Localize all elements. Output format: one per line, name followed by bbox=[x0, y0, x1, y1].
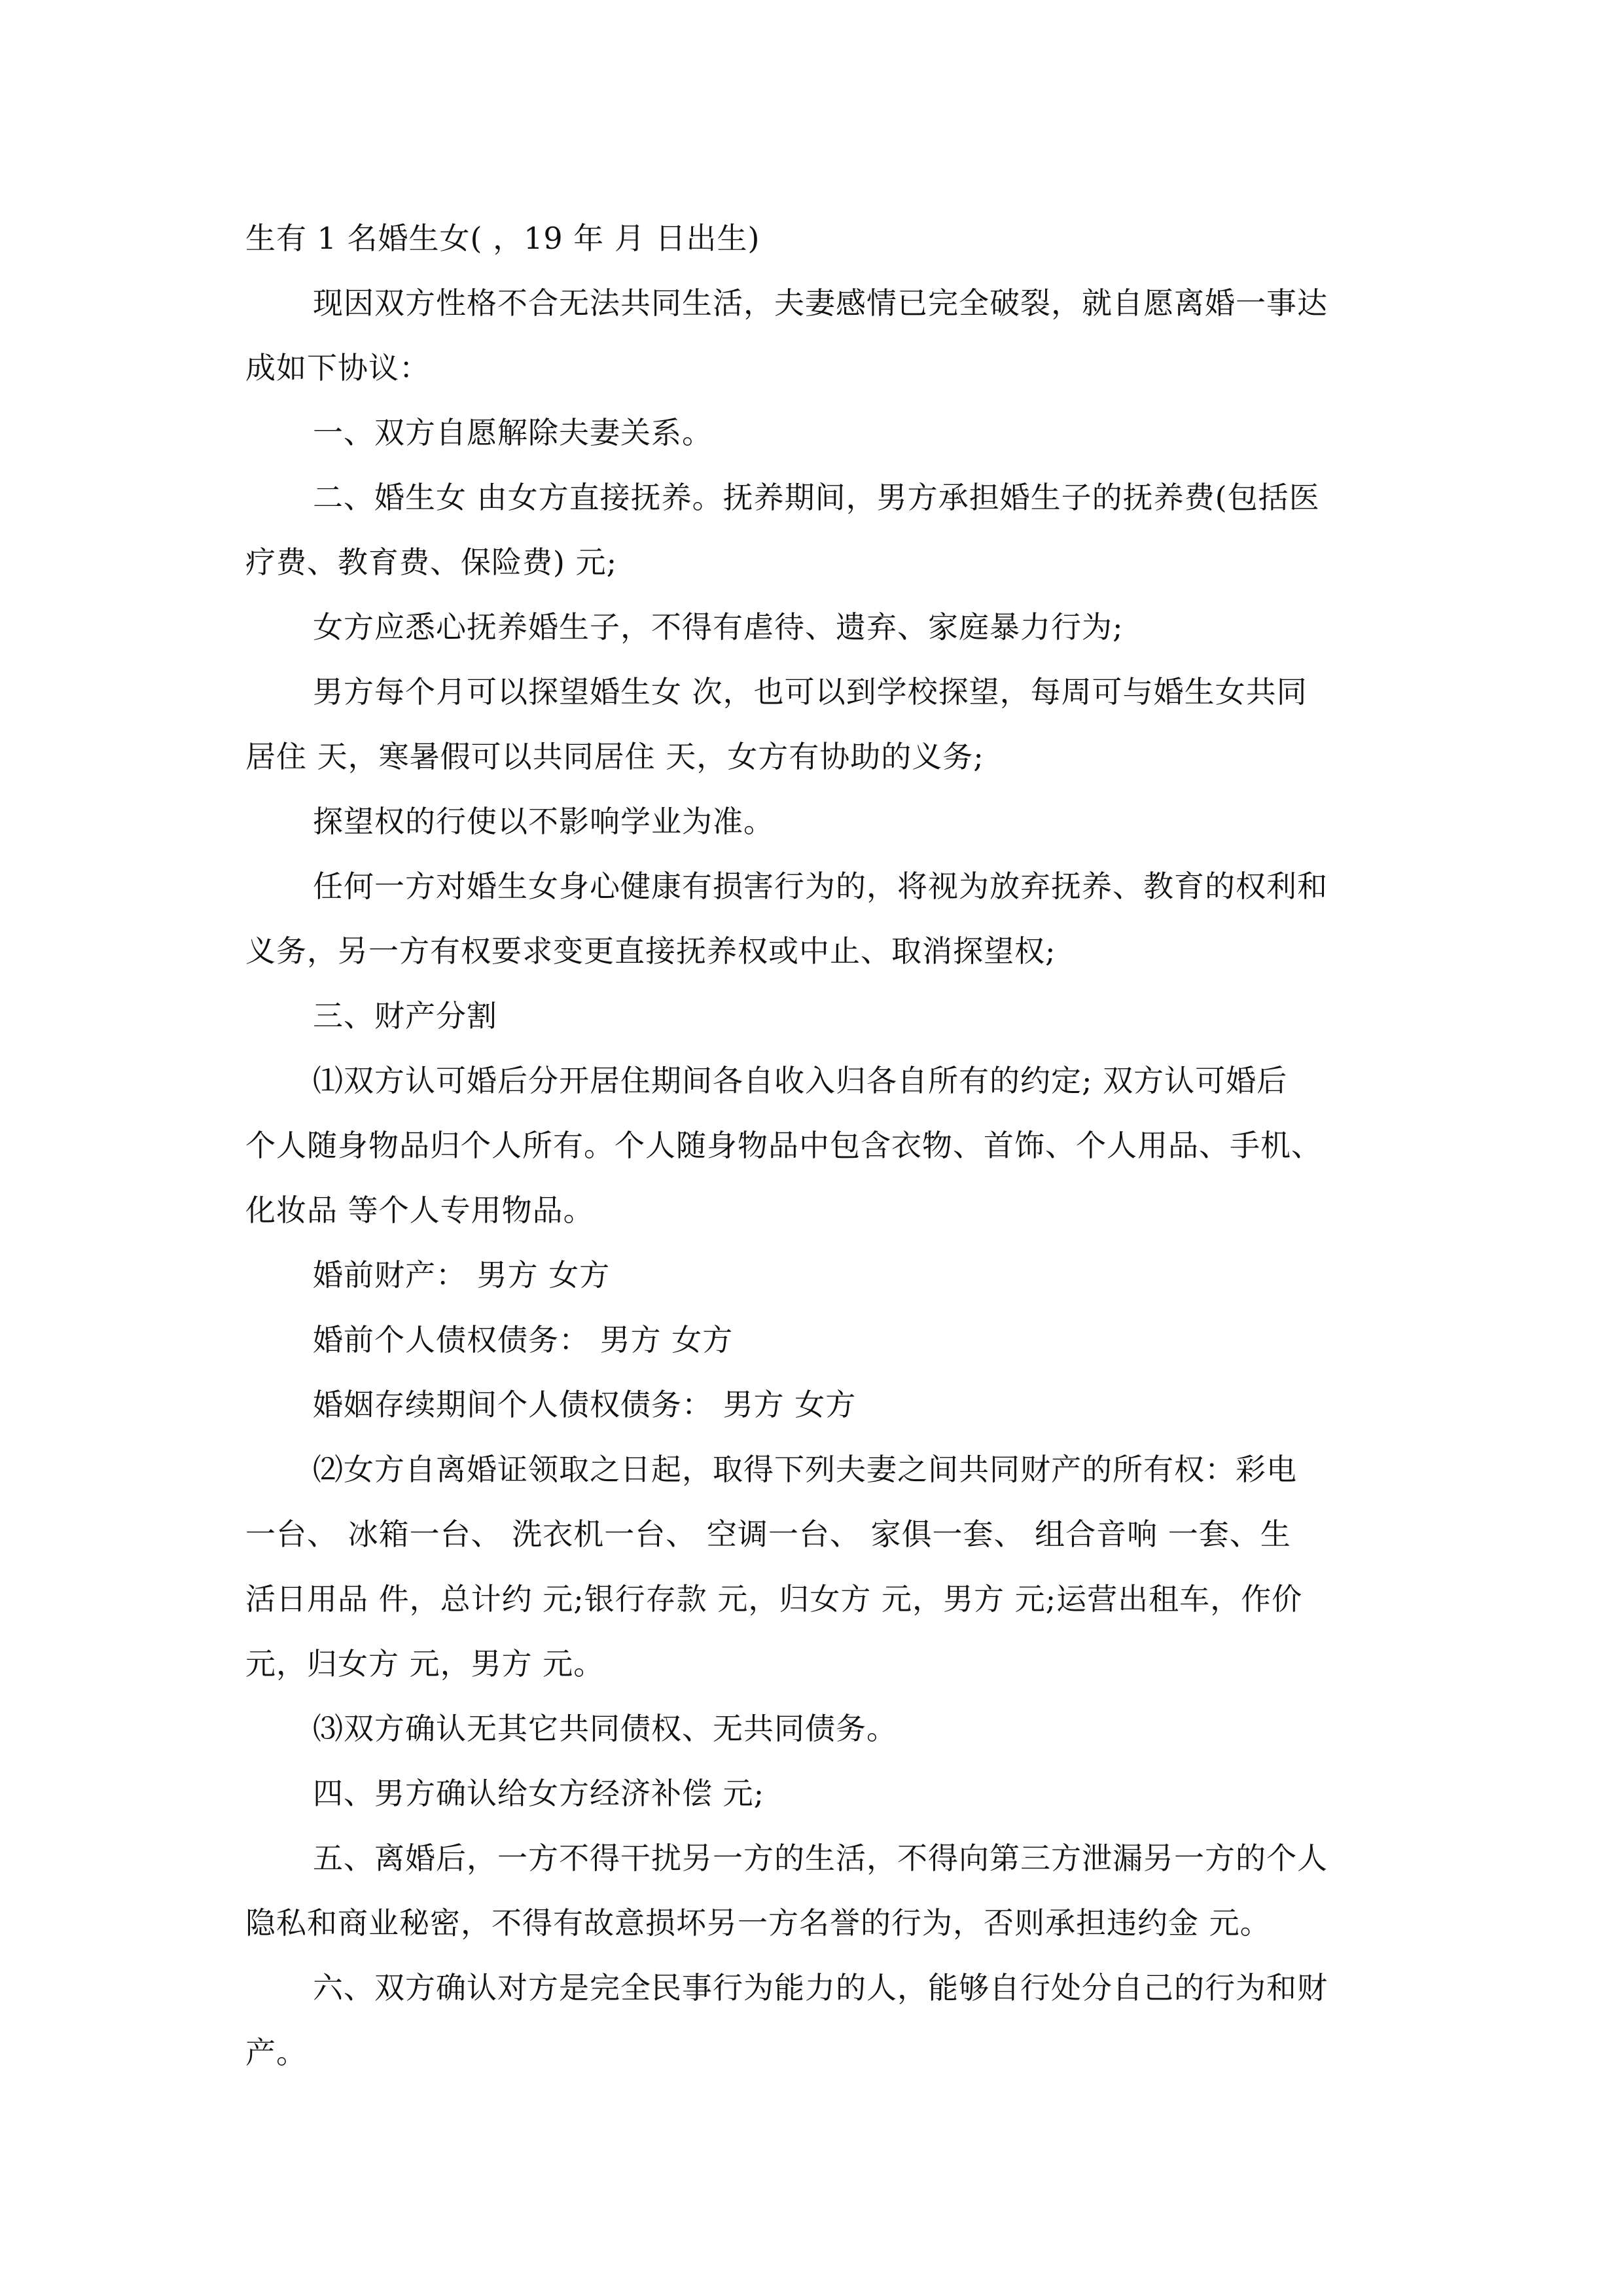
text-line: 化妆品 等个人专用物品。 bbox=[245, 1193, 594, 1228]
text-line: 三、财产分割 bbox=[313, 998, 497, 1033]
document-body bbox=[245, 206, 1387, 2085]
text-line: 一、双方自愿解除夫妻关系。 bbox=[313, 415, 713, 450]
text-line: 一台、 冰箱一台、 洗衣机一台、 空调一台、 家俱一套、 组合音响 一套、生 bbox=[245, 1516, 1291, 1552]
text-line: 现因双方性格不合无法共同生活，夫妻感情已完全破裂，就自愿离婚一事达 bbox=[313, 285, 1328, 321]
text-line: 元，归女方 元，男方 元。 bbox=[245, 1646, 605, 1681]
text-line: 产。 bbox=[245, 2035, 307, 2070]
text-line: 疗费、教育费、保险费) 元; bbox=[245, 545, 618, 580]
text-line: 婚前个人债权债务： 男方 女方 bbox=[313, 1322, 734, 1357]
text-line: 女方应悉心抚养婚生子，不得有虐待、遗弃、家庭暴力行为; bbox=[313, 609, 1124, 645]
text-line: 活日用品 件，总计约 元;银行存款 元，归女方 元，男方 元;运营出租车，作价 bbox=[245, 1581, 1303, 1617]
text-line: 隐私和商业秘密，不得有故意损坏另一方名誉的行为，否则承担违约金 元。 bbox=[245, 1905, 1271, 1941]
text-line: 任何一方对婚生女身心健康有损害行为的，将视为放弃抚养、教育的权利和 bbox=[313, 869, 1328, 904]
text-line: 二、婚生女 由女方直接抚养。抚养期间，男方承担婚生子的抚养费(包括医 bbox=[313, 480, 1320, 515]
text-line: 四、男方确认给女方经济补偿 元; bbox=[313, 1776, 765, 1811]
text-line: 五、离婚后，一方不得干扰另一方的生活，不得向第三方泄漏另一方的个人 bbox=[313, 1840, 1328, 1876]
text-line: 六、双方确认对方是完全民事行为能力的人，能够自行处分自己的行为和财 bbox=[313, 1970, 1328, 2005]
text-line: 婚前财产： 男方 女方 bbox=[313, 1257, 611, 1293]
text-line: 成如下协议： bbox=[245, 350, 430, 386]
text-line: 探望权的行使以不影响学业为准。 bbox=[313, 804, 774, 839]
text-line: 婚姻存续期间个人债权债务： 男方 女方 bbox=[313, 1387, 857, 1422]
text-line: ⑶双方确认无其它共同债权、无共同债务。 bbox=[313, 1711, 897, 1746]
text-line: ⑵女方自离婚证领取之日起，取得下列夫妻之间共同财产的所有权：彩电 bbox=[313, 1452, 1297, 1487]
text-line: ⑴双方认可婚后分开居住期间各自收入归各自所有的约定; 双方认可婚后 bbox=[313, 1063, 1288, 1098]
text-line: 生有 1 名婚生女( ，19 年 月 日出生) bbox=[245, 221, 760, 256]
text-line: 个人随身物品归个人所有。个人随身物品中包含衣物、首饰、个人用品、手机、 bbox=[245, 1128, 1322, 1163]
text-line: 义务，另一方有权要求变更直接抚养权或中止、取消探望权; bbox=[245, 933, 1056, 969]
text-line: 居住 天，寒暑假可以共同居住 天，女方有协助的义务; bbox=[245, 739, 984, 774]
text-line: 男方每个月可以探望婚生女 次，也可以到学校探望，每周可与婚生女共同 bbox=[313, 674, 1308, 709]
